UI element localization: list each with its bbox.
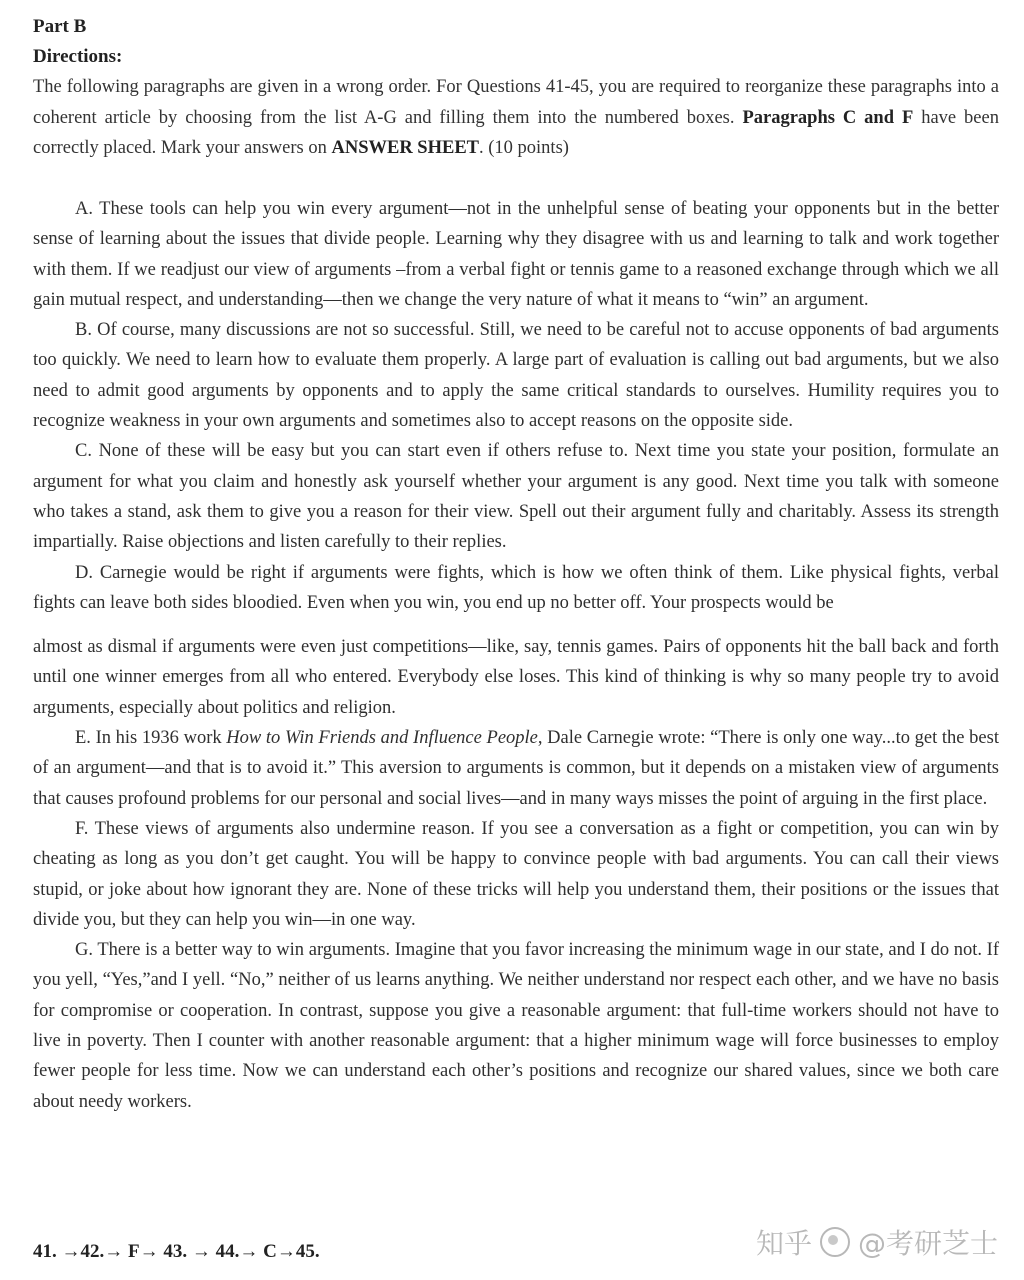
directions-text — [33, 72, 999, 164]
directions-text-2: have been correctly placed. Mark your answers on — [33, 107, 999, 158]
watermark-logo-icon — [820, 1227, 850, 1257]
page-break-gap — [33, 618, 999, 632]
paragraph-d-part2: almost as dismal if arguments were even just competitions—like, say, tennis games. Pairs of opponents hit the ball back and forth until one winner emerges from all who entered. Everybody else loses. This kind of thinking is why so many people try to avoid arguments, especially about politics and religion. — [33, 637, 999, 718]
paragraph-e-before: E. In his 1936 work — [75, 728, 227, 749]
watermark — [756, 1222, 998, 1262]
paragraph-list — [33, 194, 999, 1117]
paragraph-c: C. None of these will be easy but you can start even if others refuse to. Next time you state your position, formulate an argument for what you claim and honestly ask yourself whether your argument is any good. Next time you talk with someone who takes a stand, ask them to give you a reason for their view. Spell out their argument fully and charitably. Assess its strength impartially. Raise objections and listen carefully to their replies. — [33, 441, 999, 553]
paragraph-g: G. There is a better way to win arguments. Imagine that you favor increasing the minimum wage in our state, and I do not. If you yell, “Yes,”and I yell. “No,” neither of us learns anything. We neither understand nor respect each other, and we have no basis for compromise or cooperation. In contrast, suppose you give a reasonable argument: that full-time workers should not have to live in poverty. Then I counter with another reasonable argument: that a higher minimum wage will force businesses to employ fewer people for less time. Now we can understand each other’s positions and recognize our shared values, since we both care about needy workers. — [33, 940, 999, 1112]
directions-heading: Directions: — [33, 46, 123, 67]
directions-bold-1: Paragraphs C and F — [742, 107, 914, 128]
directions-bold-2: ANSWER SHEET — [331, 138, 479, 158]
paragraph-e-after: , Dale Carnegie wrote: “There is only one way...to get the best of an argument—and that is to avoid it.” This aversion to arguments is common, but it depends on a mistaken view of arguments that causes profound problems for our personal and social lives—and in many ways misses the point of arguing in the first place. — [33, 728, 999, 809]
paragraph-b: B. Of course, many discussions are not so successful. Still, we need to be careful not to accuse opponents of bad arguments too quickly. We need to learn how to evaluate them properly. A large part of evaluation is calling out bad arguments, but we also need to admit good arguments by opponents and to apply the same critical standards to ourselves. Humility requires you to recognize weakness in your own arguments and sometimes also to accept reasons on the opposite side. — [33, 320, 999, 432]
paragraph-d-part1: D. Carnegie would be right if arguments were fights, which is how we often think of them. Like physical fights, verbal fights can leave both sides bloodied. Even when you win, you end up no better off. Your prospects would be — [33, 562, 999, 613]
instructions-block — [33, 12, 999, 164]
answer-sequence: 41. →42.→ F→ 43. → 44.→ C→45. — [33, 1241, 320, 1262]
watermark-site: 知乎 — [755, 1227, 812, 1260]
paragraph-e — [33, 723, 999, 814]
part-heading: Part B — [33, 16, 87, 37]
directions-text-1: The following paragraphs are given in a wrong order. For Questions 41-45, you are required to reorganize these paragraphs into a coherent article by choosing from the list A-G and filling them into the numbered boxes. — [33, 77, 999, 128]
watermark-handle: @考研芝士 — [857, 1227, 998, 1260]
paragraph-f: F. These views of arguments also undermine reason. If you see a conversation as a fight or competition, you can win by cheating as long as you don’t get caught. You will be happy to convince people with bad arguments. You can call their views stupid, or joke about how ignorant they are. None of these tricks will help you understand them, their positions or the issues that divide you, but they can help you win—in one way. — [33, 818, 999, 930]
paragraph-a: A. These tools can help you win every argument—not in the unhelpful sense of beating your opponents but in the better sense of learning about the issues that divide people. Learning why they disagree with us and learning to talk and work together with them. If we readjust our view of arguments –from a verbal fight or tennis game to a reasoned exchange through which we all gain mutual respect, and understanding—then we change the very nature of what it means to “win” an argument. — [33, 199, 999, 310]
directions-text-3: . (10 points) — [479, 138, 569, 158]
book-title: How to Win Friends and Influence People — [226, 728, 538, 749]
